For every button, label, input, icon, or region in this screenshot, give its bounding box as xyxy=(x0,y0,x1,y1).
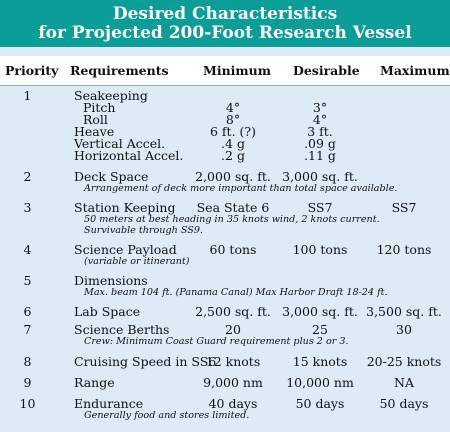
maximum-value: 50 days xyxy=(379,396,429,411)
title-banner xyxy=(0,0,450,47)
minimum-value: 9,000 nm xyxy=(203,375,263,390)
desirable-value: SS7 xyxy=(307,200,333,215)
title-line-1: Desired Characteristics xyxy=(112,4,338,24)
priority-value: 2 xyxy=(23,169,32,184)
header-maximum: Maximum xyxy=(380,63,450,78)
maximum-value: SS7 xyxy=(391,200,417,215)
table-header xyxy=(0,56,450,86)
requirement-label: Range xyxy=(74,375,115,390)
requirement-note: Generally food and stores limited. xyxy=(84,410,250,421)
priority-value: 1 xyxy=(23,88,32,103)
priority-value: 9 xyxy=(23,375,32,390)
priority-value: 10 xyxy=(19,396,36,411)
desirable-value: 50 days xyxy=(295,396,345,411)
requirement-label: Station Keeping xyxy=(74,200,176,215)
desirable-value: 3,000 sq. ft. xyxy=(282,169,358,184)
requirement-note: 50 meters at best heading in 35 knots wind, 2 knots current. xyxy=(84,214,380,225)
desirable-value: 10,000 nm xyxy=(286,375,354,390)
minimum-value: 4° xyxy=(225,100,241,115)
maximum-value: 3,500 sq. ft. xyxy=(366,304,442,319)
minimum-value: 2,000 sq. ft. xyxy=(195,169,271,184)
priority-value: 5 xyxy=(23,273,32,288)
requirement-note: Arrangement of deck more important than total space available. xyxy=(84,183,398,194)
requirement-label: Endurance xyxy=(74,396,144,411)
priority-value: 3 xyxy=(23,200,32,215)
requirement-label: Lab Space xyxy=(74,304,141,319)
requirement-note: Crew: Minimum Coast Guard requirement plus 2 or 3. xyxy=(84,336,349,347)
minimum-value: 12 knots xyxy=(205,354,261,369)
title-line-2: for Projected 200-Foot Research Vessel xyxy=(38,23,412,43)
header-minimum: Minimum xyxy=(203,63,271,78)
priority-value: 6 xyxy=(23,304,32,319)
minimum-value: .4 g xyxy=(221,136,245,151)
requirement-note: Max. beam 104 ft. (Panama Canal) Max Harbor Draft 18-24 ft. xyxy=(84,287,388,298)
minimum-value: .2 g xyxy=(221,148,245,163)
minimum-value: Sea State 6 xyxy=(196,200,270,215)
priority-value: 7 xyxy=(23,322,32,337)
desirable-value: 25 xyxy=(312,322,328,337)
desirable-value: 3,000 sq. ft. xyxy=(282,304,358,319)
requirement-label: Dimensions xyxy=(74,273,148,288)
desirable-value: .09 g xyxy=(304,136,336,151)
header-requirements: Requirements xyxy=(70,63,169,78)
requirement-note: Survivable through SS9. xyxy=(84,225,203,236)
requirement-label: Seakeeping xyxy=(74,88,148,103)
requirement-note: (variable or itinerant) xyxy=(84,256,190,267)
requirement-label: Vertical Accel. xyxy=(74,136,166,151)
maximum-value: 30 xyxy=(396,322,412,337)
sub-requirement-label: Roll xyxy=(83,112,108,127)
requirement-label: Heave xyxy=(74,124,115,139)
maximum-value: 120 tons xyxy=(376,242,432,257)
header-desirable: Desirable xyxy=(293,63,360,78)
sub-requirement-label: Pitch xyxy=(83,100,116,115)
priority-value: 4 xyxy=(23,242,32,257)
desirable-value: 15 knots xyxy=(292,354,348,369)
minimum-value: 60 tons xyxy=(209,242,257,257)
desirable-value: 100 tons xyxy=(292,242,348,257)
maximum-value: 20-25 knots xyxy=(366,354,442,369)
header-priority: Priority xyxy=(5,63,59,78)
desirable-value: .11 g xyxy=(304,148,336,163)
minimum-value: 6 ft. (?) xyxy=(210,124,256,139)
maximum-value: NA xyxy=(394,375,414,390)
priority-value: 8 xyxy=(23,354,32,369)
requirement-label: Horizontal Accel. xyxy=(74,148,184,163)
desirable-value: 3° xyxy=(312,100,328,115)
requirement-label: Deck Space xyxy=(74,169,149,184)
minimum-value: 40 days xyxy=(208,396,258,411)
desirable-value: 3 ft. xyxy=(307,124,333,139)
minimum-value: 8° xyxy=(225,112,241,127)
minimum-value: 2,500 sq. ft. xyxy=(195,304,271,319)
minimum-value: 20 xyxy=(225,322,241,337)
requirement-label: Science Payload xyxy=(74,242,177,257)
requirement-label: Science Berths xyxy=(74,322,170,337)
requirement-label: Cruising Speed in SS6 xyxy=(74,354,217,369)
desirable-value: 4° xyxy=(312,112,328,127)
